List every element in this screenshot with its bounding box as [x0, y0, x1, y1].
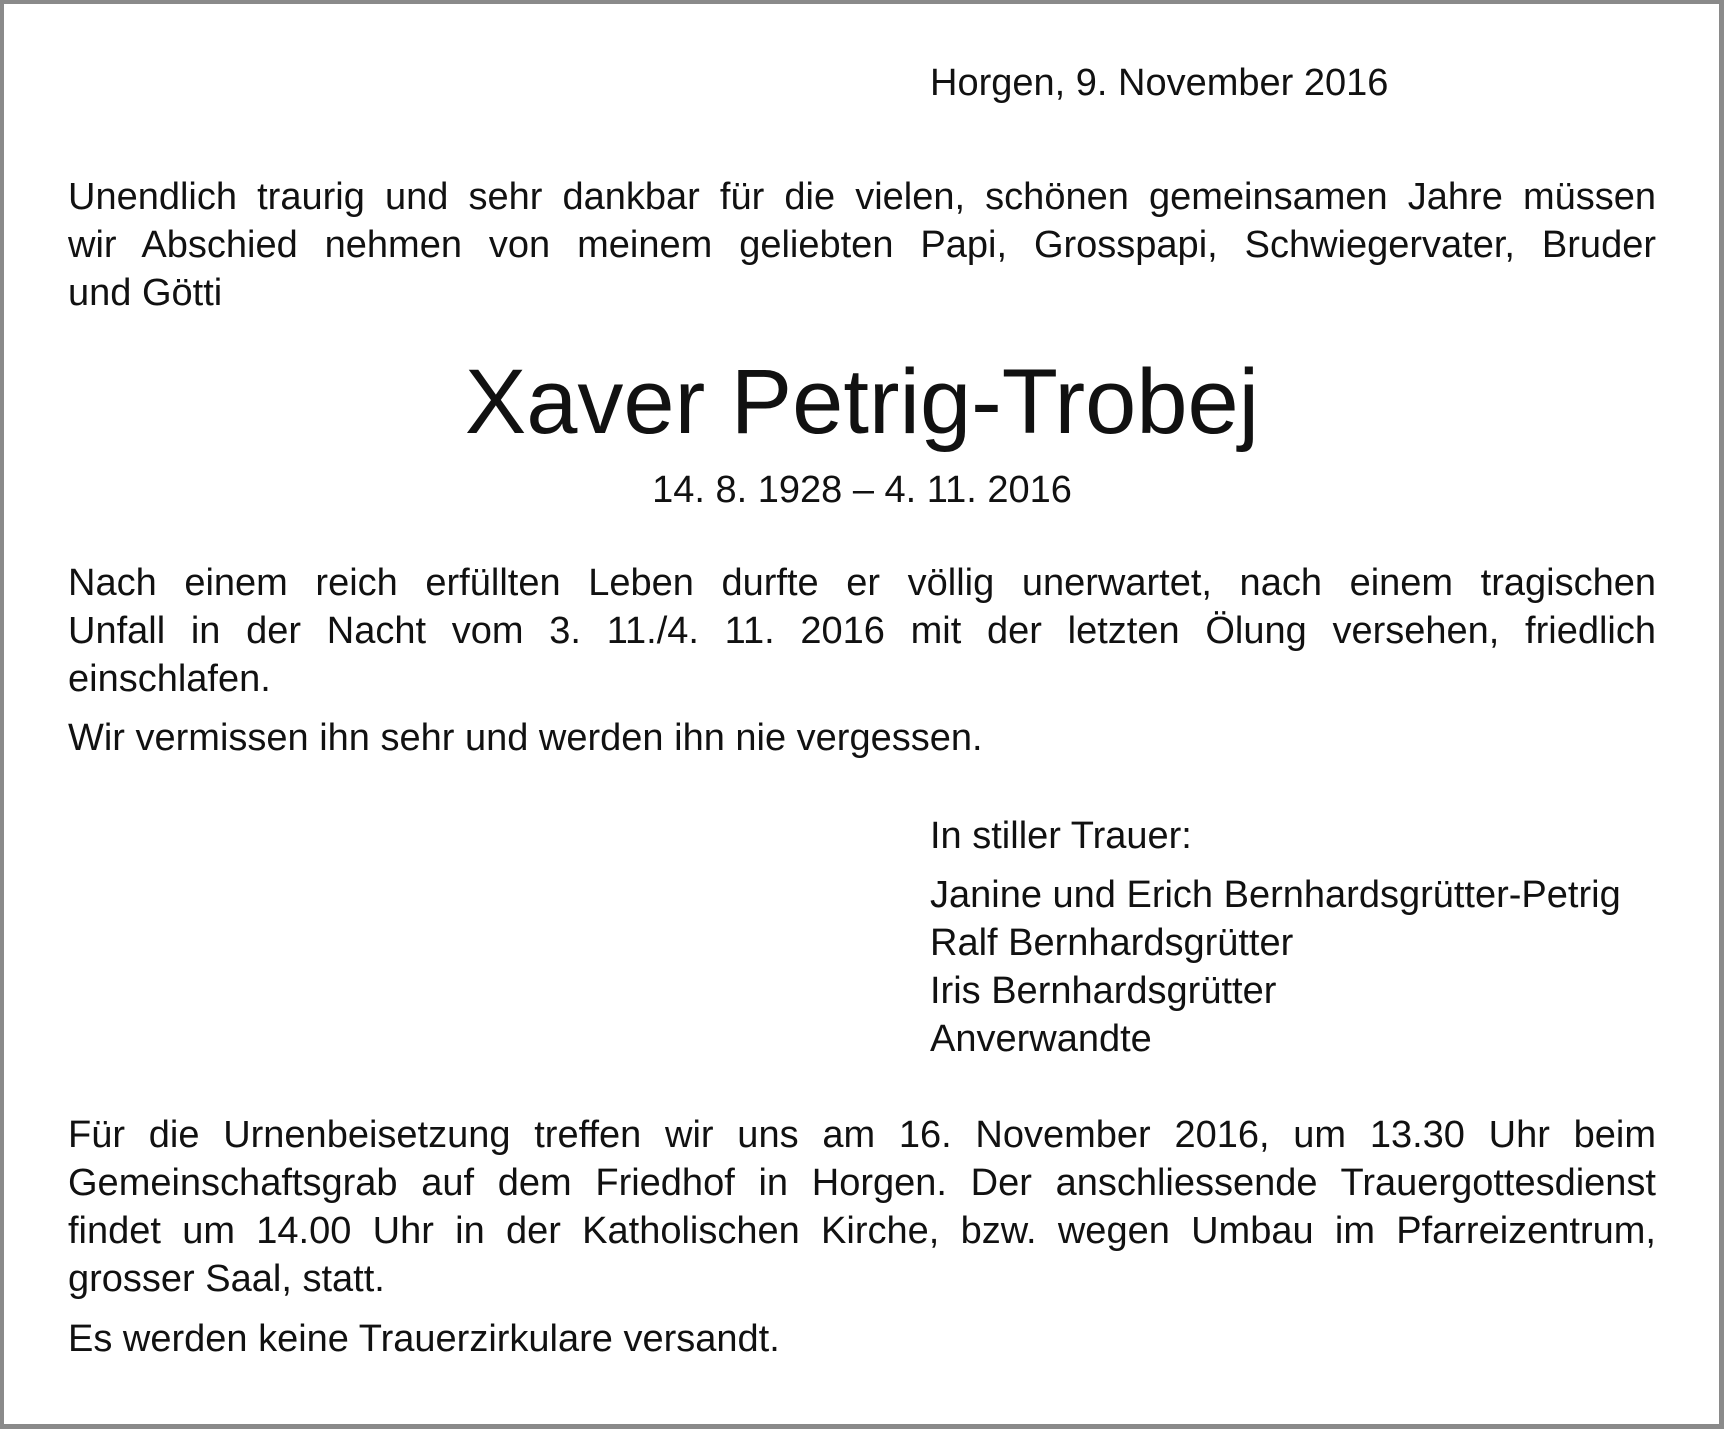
passing-line-1: Nach einem reich erfüllten Leben durfte er völlig unerwartet, nach einem tragischen: [68, 562, 1656, 604]
mourners-heading: In stiller Trauer:: [930, 815, 1192, 857]
intro-line-1: Unendlich traurig und sehr dankbar für die vielen, schönen gemeinsamen Jahre müssen: [68, 176, 1656, 218]
passing-line-2: Unfall in der Nacht vom 3. 11./4. 11. 2016 mit der letzten Ölung versehen, friedlich: [68, 610, 1656, 652]
place-date: Horgen, 9. November 2016: [930, 62, 1389, 104]
no-circulars-note: Es werden keine Trauerzirkulare versandt.: [68, 1318, 780, 1360]
passing-line-3: einschlafen.: [68, 658, 271, 700]
funeral-line-4: grosser Saal, statt.: [68, 1258, 385, 1300]
funeral-line-2: Gemeinschaftsgrab auf dem Friedhof in Horgen. Der anschliessende Trauergottesdienst: [68, 1162, 1656, 1204]
mourner-name: Janine und Erich Bernhardsgrütter-Petrig: [930, 874, 1621, 916]
mourner-name: Anverwandte: [930, 1018, 1152, 1060]
funeral-line-1: Für die Urnenbeisetzung treffen wir uns am 16. November 2016, um 13.30 Uhr beim: [68, 1114, 1656, 1156]
intro-line-3: und Götti: [68, 272, 223, 314]
remembrance-line: Wir vermissen ihn sehr und werden ihn nie vergessen.: [68, 717, 983, 759]
mourner-name: Ralf Bernhardsgrütter: [930, 922, 1294, 964]
funeral-line-3: findet um 14.00 Uhr in der Katholischen Kirche, bzw. wegen Umbau im Pfarreizentrum,: [68, 1210, 1656, 1252]
deceased-name: Xaver Petrig-Trobej: [464, 351, 1260, 453]
intro-line-2: wir Abschied nehmen von meinem geliebten Papi, Grosspapi, Schwiegervater, Bruder: [68, 224, 1656, 266]
life-dates: 14. 8. 1928 – 4. 11. 2016: [652, 469, 1072, 511]
mourner-name: Iris Bernhardsgrütter: [930, 970, 1277, 1012]
